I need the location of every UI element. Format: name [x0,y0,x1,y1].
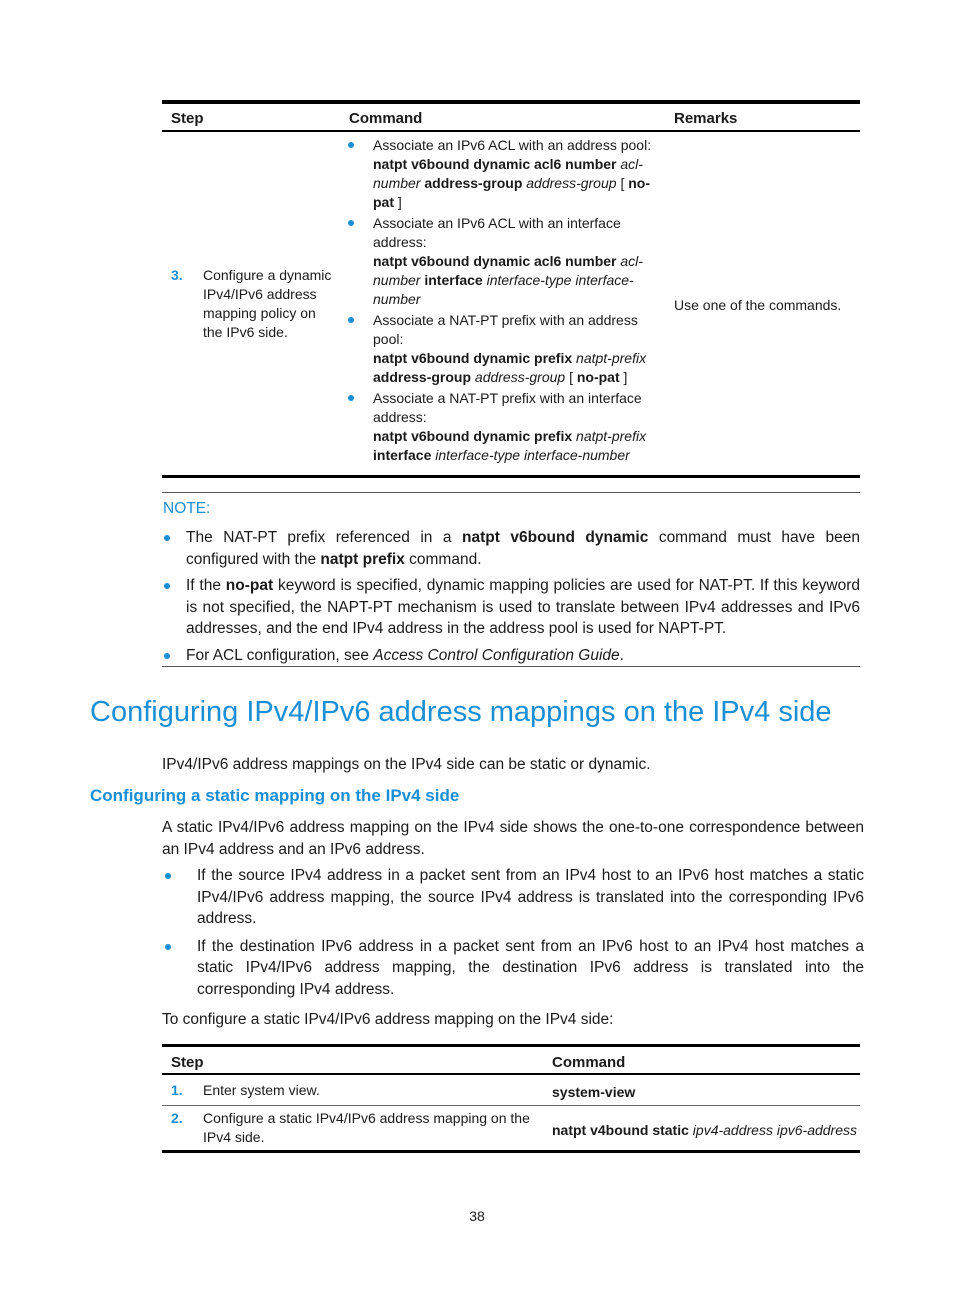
table1-step-text: Configure a dynamic IPv4/IPv6 address mapping policy on the IPv6 side. [203,267,332,340]
command-syntax [373,252,664,309]
text-segment: natpt v6bound dynamic [462,529,649,546]
text-segment: ] [397,194,402,210]
bullet-icon [348,142,354,148]
text-segment: ] [623,369,628,385]
note-item [162,527,860,570]
text-segment: interface-type [435,447,521,463]
text-segment: . [619,646,624,664]
bullet-icon [348,317,354,323]
text-segment: For ACL configuration, see [186,646,374,664]
note-label: NOTE: [163,500,211,517]
list-item-text: If the destination IPv6 address in a packet sent from an IPv6 host to an IPv4 host matches a static IPv4/IPv6 address mapping, the destination IPv6 address is translated into the corresponding IPv4 address. [197,937,864,998]
text-segment: If the [186,577,226,594]
table2-row1-step: Enter system view. [203,1082,320,1098]
table1-bottom-rule [162,475,860,478]
text-segment: [ [620,175,625,191]
text-segment: no-pat [225,577,274,594]
text-segment: ipv6-address [776,1122,857,1138]
text-segment: natpt v6bound dynamic acl6 number [373,253,617,269]
note-text [186,529,860,568]
list-item [162,865,864,930]
bullet-icon [164,653,170,659]
table1-remarks: Use one of the commands. [674,297,842,313]
text-segment: address-group [373,369,472,385]
note-bottom-rule [162,666,860,667]
table2-bottom-rule [162,1150,860,1153]
subsection-bullets [162,865,864,1006]
page-number: 38 [469,1208,485,1224]
text-segment: natpt v4bound static [552,1122,689,1138]
command-syntax [373,349,664,387]
text-segment: natpt v6bound dynamic prefix [373,428,573,444]
text-segment: interface-type [486,272,572,288]
bullet-icon [165,873,171,879]
command-option [348,311,664,387]
table2-top-rule [162,1044,860,1047]
command-description: Associate a NAT-PT prefix with an address pool: [373,312,638,347]
text-segment: interface [424,272,483,288]
section-title: Configuring IPv4/IPv6 address mappings on the IPv4 side [90,696,832,728]
table2-header-step: Step [171,1054,204,1071]
text-segment: acl-number [373,253,643,288]
table2-row-divider [162,1105,860,1106]
command-option [348,136,664,212]
text-segment: system-view [552,1084,636,1100]
table2-row2-command [552,1121,857,1140]
list-item [162,936,864,1001]
bullet-icon [165,944,171,950]
table1-command-list [348,136,664,467]
text-segment: keyword is specified, dynamic mapping policies are used for NAT-PT. If this keyword is not specified, the NAPT-PT mechanism is used to translate between IPv4 addresses and IPv6 addresses, and the end IPv4 address in the address pool is used for NAPT-PT. [186,577,860,637]
text-segment: command. [404,550,482,568]
text-segment: natpt prefix [320,550,405,568]
text-segment: [ [569,369,573,385]
command-description: Associate an IPv6 ACL with an interface address: [373,215,621,250]
text-segment: no-pat [373,175,650,210]
subsection-title: Configuring a static mapping on the IPv4 side [90,786,460,805]
note-top-rule [162,492,860,493]
table1-header-rule [162,130,860,132]
note-text [186,577,860,637]
command-syntax [373,427,664,465]
text-segment: natpt v6bound dynamic acl6 number [373,156,617,172]
table1-step-number: 3. [171,267,183,283]
text-segment: no-pat [576,369,620,385]
text-segment: address-group [526,175,617,191]
text-segment: natpt-prefix [576,428,647,444]
table1-header-step: Step [171,110,204,127]
text-segment: acl-number [373,156,643,191]
note-text [186,647,624,664]
text-segment: interface [373,447,432,463]
table2-row1-command [552,1083,635,1102]
bullet-icon [164,583,170,589]
bullet-icon [348,395,354,401]
table2-lead: To configure a static IPv4/IPv6 address mapping on the IPv4 side: [162,1011,614,1028]
table2-header-command: Command [552,1054,626,1071]
text-segment: command must have been configured with the [186,529,861,568]
bullet-icon [348,220,354,226]
command-option [348,214,664,309]
table2-row1-number: 1. [171,1082,183,1098]
table1-top-rule [162,100,860,104]
bullet-icon [164,535,170,541]
text-segment: interface-number [373,272,634,307]
subsection-paragraph: A static IPv4/IPv6 address mapping on the IPv4 side shows the one-to-one correspondence between an IPv4 address and an IPv6 address. [162,819,864,858]
command-syntax [373,155,664,212]
command-description: Associate a NAT-PT prefix with an interface address: [373,390,642,425]
text-segment: The NAT-PT prefix referenced in a [186,529,462,546]
table2-header-rule [162,1073,860,1075]
note-item [162,575,860,640]
text-segment: address-group [424,175,523,191]
section-intro: IPv4/IPv6 address mappings on the IPv4 side can be static or dynamic. [162,756,651,773]
command-description: Associate an IPv6 ACL with an address pool: [373,137,652,153]
note-list [162,527,860,671]
command-option [348,389,664,465]
table1-header-remarks: Remarks [674,110,738,127]
table2-row2-step: Configure a static IPv4/IPv6 address mapping on the IPv4 side. [203,1110,530,1145]
table1-header-command: Command [349,110,423,127]
text-segment: Access Control Configuration Guide [373,646,620,664]
text-segment: address-group [474,369,566,385]
text-segment: natpt v6bound dynamic prefix [373,350,573,366]
table2-row2-number: 2. [171,1110,183,1126]
text-segment: ipv4-address [692,1122,773,1138]
note-item [162,645,860,667]
text-segment: natpt-prefix [576,350,647,366]
list-item-text: If the source IPv4 address in a packet sent from an IPv4 host to an IPv6 host matches a static IPv4/IPv6 address mapping, the source IPv4 address is translated into the corresponding IPv6 address. [197,867,864,927]
text-segment: interface-number [523,447,630,463]
